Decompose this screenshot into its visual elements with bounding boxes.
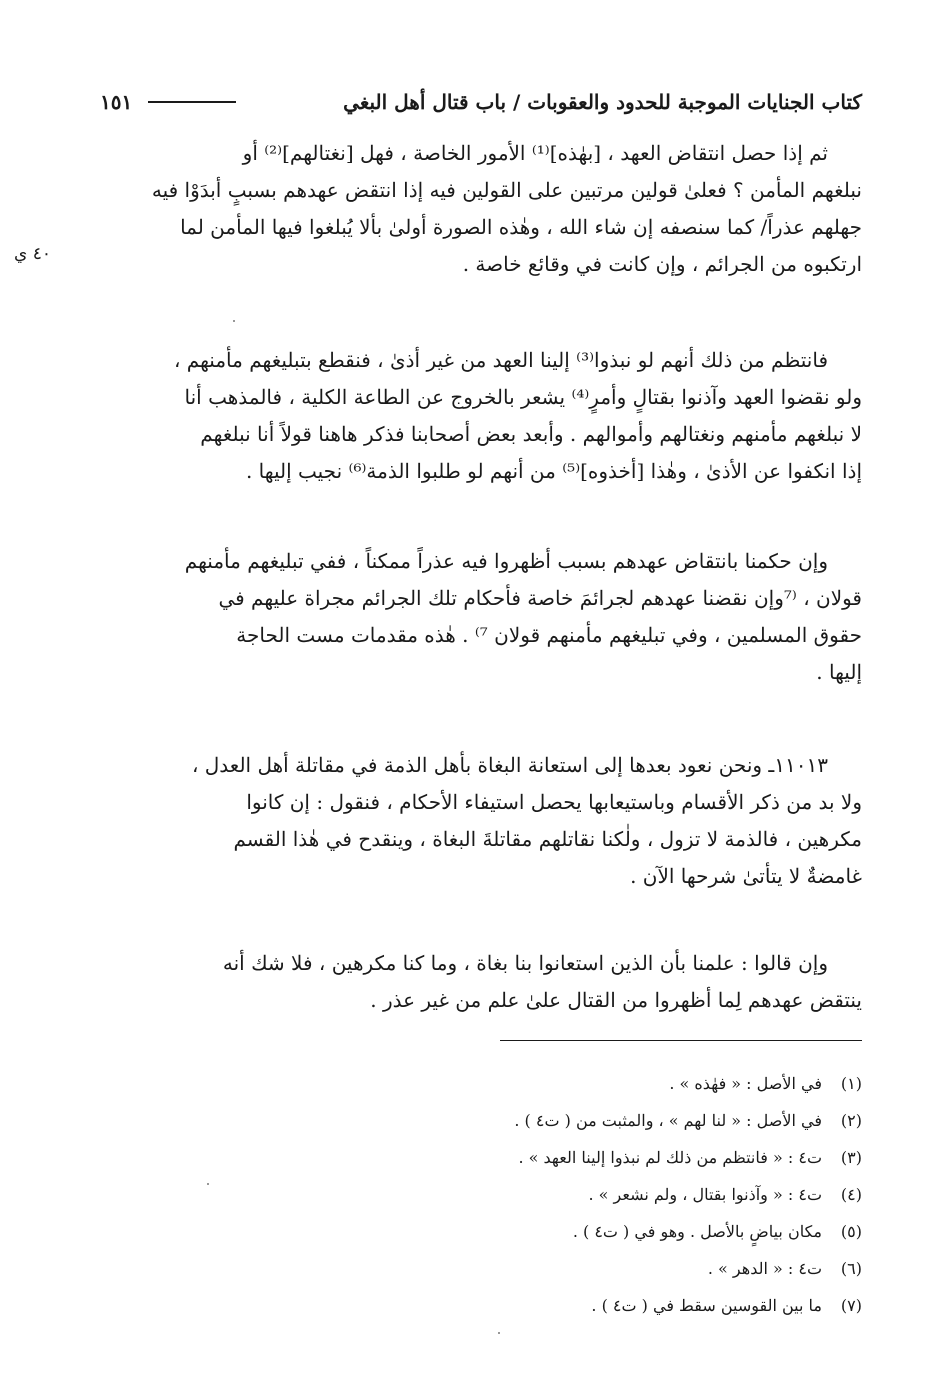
footnote: [400, 1065, 862, 1102]
footnote-number: (٢): [840, 1111, 862, 1130]
footnote-number: (١): [840, 1074, 862, 1093]
footnote: [400, 1176, 862, 1213]
text-line: ارتكبوه من الجرائم ، وإن كانت في وقائع خاصة .: [462, 252, 862, 276]
header-rule: [148, 101, 236, 103]
footnote-number: (٦): [840, 1259, 862, 1278]
footnote: [400, 1287, 862, 1324]
footnote-number: (٤): [840, 1185, 862, 1204]
footnote: [400, 1139, 862, 1176]
paragraph-2: [70, 342, 862, 490]
text-line: لا نبلغهم مأمنهم ونغتالهم وأموالهم . وأبعد بعض أصحابنا فذكر هاهنا قولاً أنا نبلغهم: [200, 422, 862, 446]
footnote: [400, 1102, 862, 1139]
text-line: ولا بد من ذكر الأقسام وباستيعابها يحصل استيفاء الأحكام ، فنقول : إن كانوا: [246, 790, 862, 814]
text-line: إليها .: [816, 660, 862, 684]
margin-note: ٤٠ ي: [14, 244, 51, 264]
text-line: وإن قالوا : علمنا بأن الذين استعانوا بنا بغاة ، وما كنا مكرهين ، فلا شك أنه: [222, 951, 828, 975]
text-line: مكرهين ، فالذمة لا تزول ، ولٰكنا نقاتلهم مقاتلةَ البغاة ، وينقدح في هٰذا القسم: [233, 827, 862, 851]
text-line: فانتظم من ذلك أنهم لو نبذوا⁽³⁾ إلينا العهد من غير أذىٰ ، فنقطع بتبليغهم مأمنهم ،: [173, 348, 828, 372]
footnote-number: (٧): [840, 1296, 862, 1315]
text-line: وإن حكمنا بانتقاض عهدهم بسبب أظهروا فيه عذراً ممكناً ، ففي تبليغهم مأمنهم: [184, 549, 828, 573]
footnote-number: (٥): [840, 1222, 862, 1241]
scan-speck: [498, 1332, 500, 1334]
paragraph-5: [70, 945, 862, 1019]
scan-speck: [233, 320, 235, 322]
text-line: ١١٠١٣ـ ونحن نعود بعدها إلى استعانة البغاة بأهل الذمة في مقاتلة أهل العدل ،: [191, 753, 828, 777]
paragraph-3: [70, 543, 862, 691]
text-line: حقوق المسلمين ، وفي تبليغهم مأمنهم قولان ⁷⁾ . هٰذه مقدمات مست الحاجة: [236, 623, 862, 647]
scan-speck: [207, 1183, 209, 1185]
footnote: [400, 1213, 862, 1250]
footnote-text: ما بين القوسين سقط في ( ت٤ ) .: [591, 1296, 822, 1315]
text-line: إذا انكفوا عن الأذىٰ ، وهٰذا [أخذوه]⁽⁵⁾ من أنهم لو طلبوا الذمة⁽⁶⁾ نجيب إليها .: [245, 459, 862, 483]
header-page-number-group: [100, 90, 236, 114]
page-number: ١٥١: [100, 90, 133, 114]
footnote-text: في الأصل : « فهٰذه » .: [669, 1074, 822, 1093]
header-title: كتاب الجنايات الموجبة للحدود والعقوبات / باب قتال أهل البغي: [343, 90, 862, 114]
running-header: [100, 82, 862, 122]
text-line: نبلغهم المأمن ؟ فعلىٰ قولين مرتبين على القولين فيه إذا انتقض عهدهم بسببٍ أبدَوْا فيه: [151, 178, 862, 202]
text-line: غامضةٌ لا يتأتىٰ شرحها الآن .: [630, 864, 862, 888]
paragraph-4: [70, 747, 862, 895]
text-line: ينتقض عهدهم لِما أظهروا من القتال علىٰ علم من غير عذر .: [370, 988, 862, 1012]
paragraph-1: [70, 135, 862, 283]
text-line: ثم إذا حصل انتقاض العهد ، [بهٰذه]⁽¹⁾ الأمور الخاصة ، فهل [نغتالهم]⁽²⁾ أو: [242, 141, 828, 165]
footnote-text: ت٤ : « فانتظم من ذلك لم نبذوا إلينا العهد » .: [518, 1148, 822, 1167]
footnote-text: ت٤ : « وآذنوا بقتال ، ولم نشعر » .: [588, 1185, 822, 1204]
footnotes: [400, 1065, 862, 1324]
footnote-separator: [500, 1040, 862, 1041]
footnote-number: (٣): [840, 1148, 862, 1167]
footnote: [400, 1250, 862, 1287]
text-line: قولان ، ⁽⁷وإن نقضنا عهدهم لجرائمَ خاصة فأحكام تلك الجرائم مجراة عليهم في: [218, 586, 862, 610]
text-line: ولو نقضوا العهد وآذنوا بقتالٍ وأمرٍ⁽⁴⁾ يشعر بالخروج عن الطاعة الكلية ، فالمذهب أنا: [184, 385, 862, 409]
footnote-text: مكان بياضٍ بالأصل . وهو في ( ت٤ ) .: [572, 1222, 822, 1241]
footnote-text: ت٤ : « الدهر » .: [707, 1259, 822, 1278]
footnote-text: في الأصل : « لنا لهم » ، والمثبت من ( ت٤ ) .: [514, 1111, 822, 1130]
text-line: جهلهم عذراً/ كما سنصفه إن شاء الله ، وهٰذه الصورة أولىٰ بألا يُبلغوا فيها المأمن لما: [180, 215, 862, 239]
